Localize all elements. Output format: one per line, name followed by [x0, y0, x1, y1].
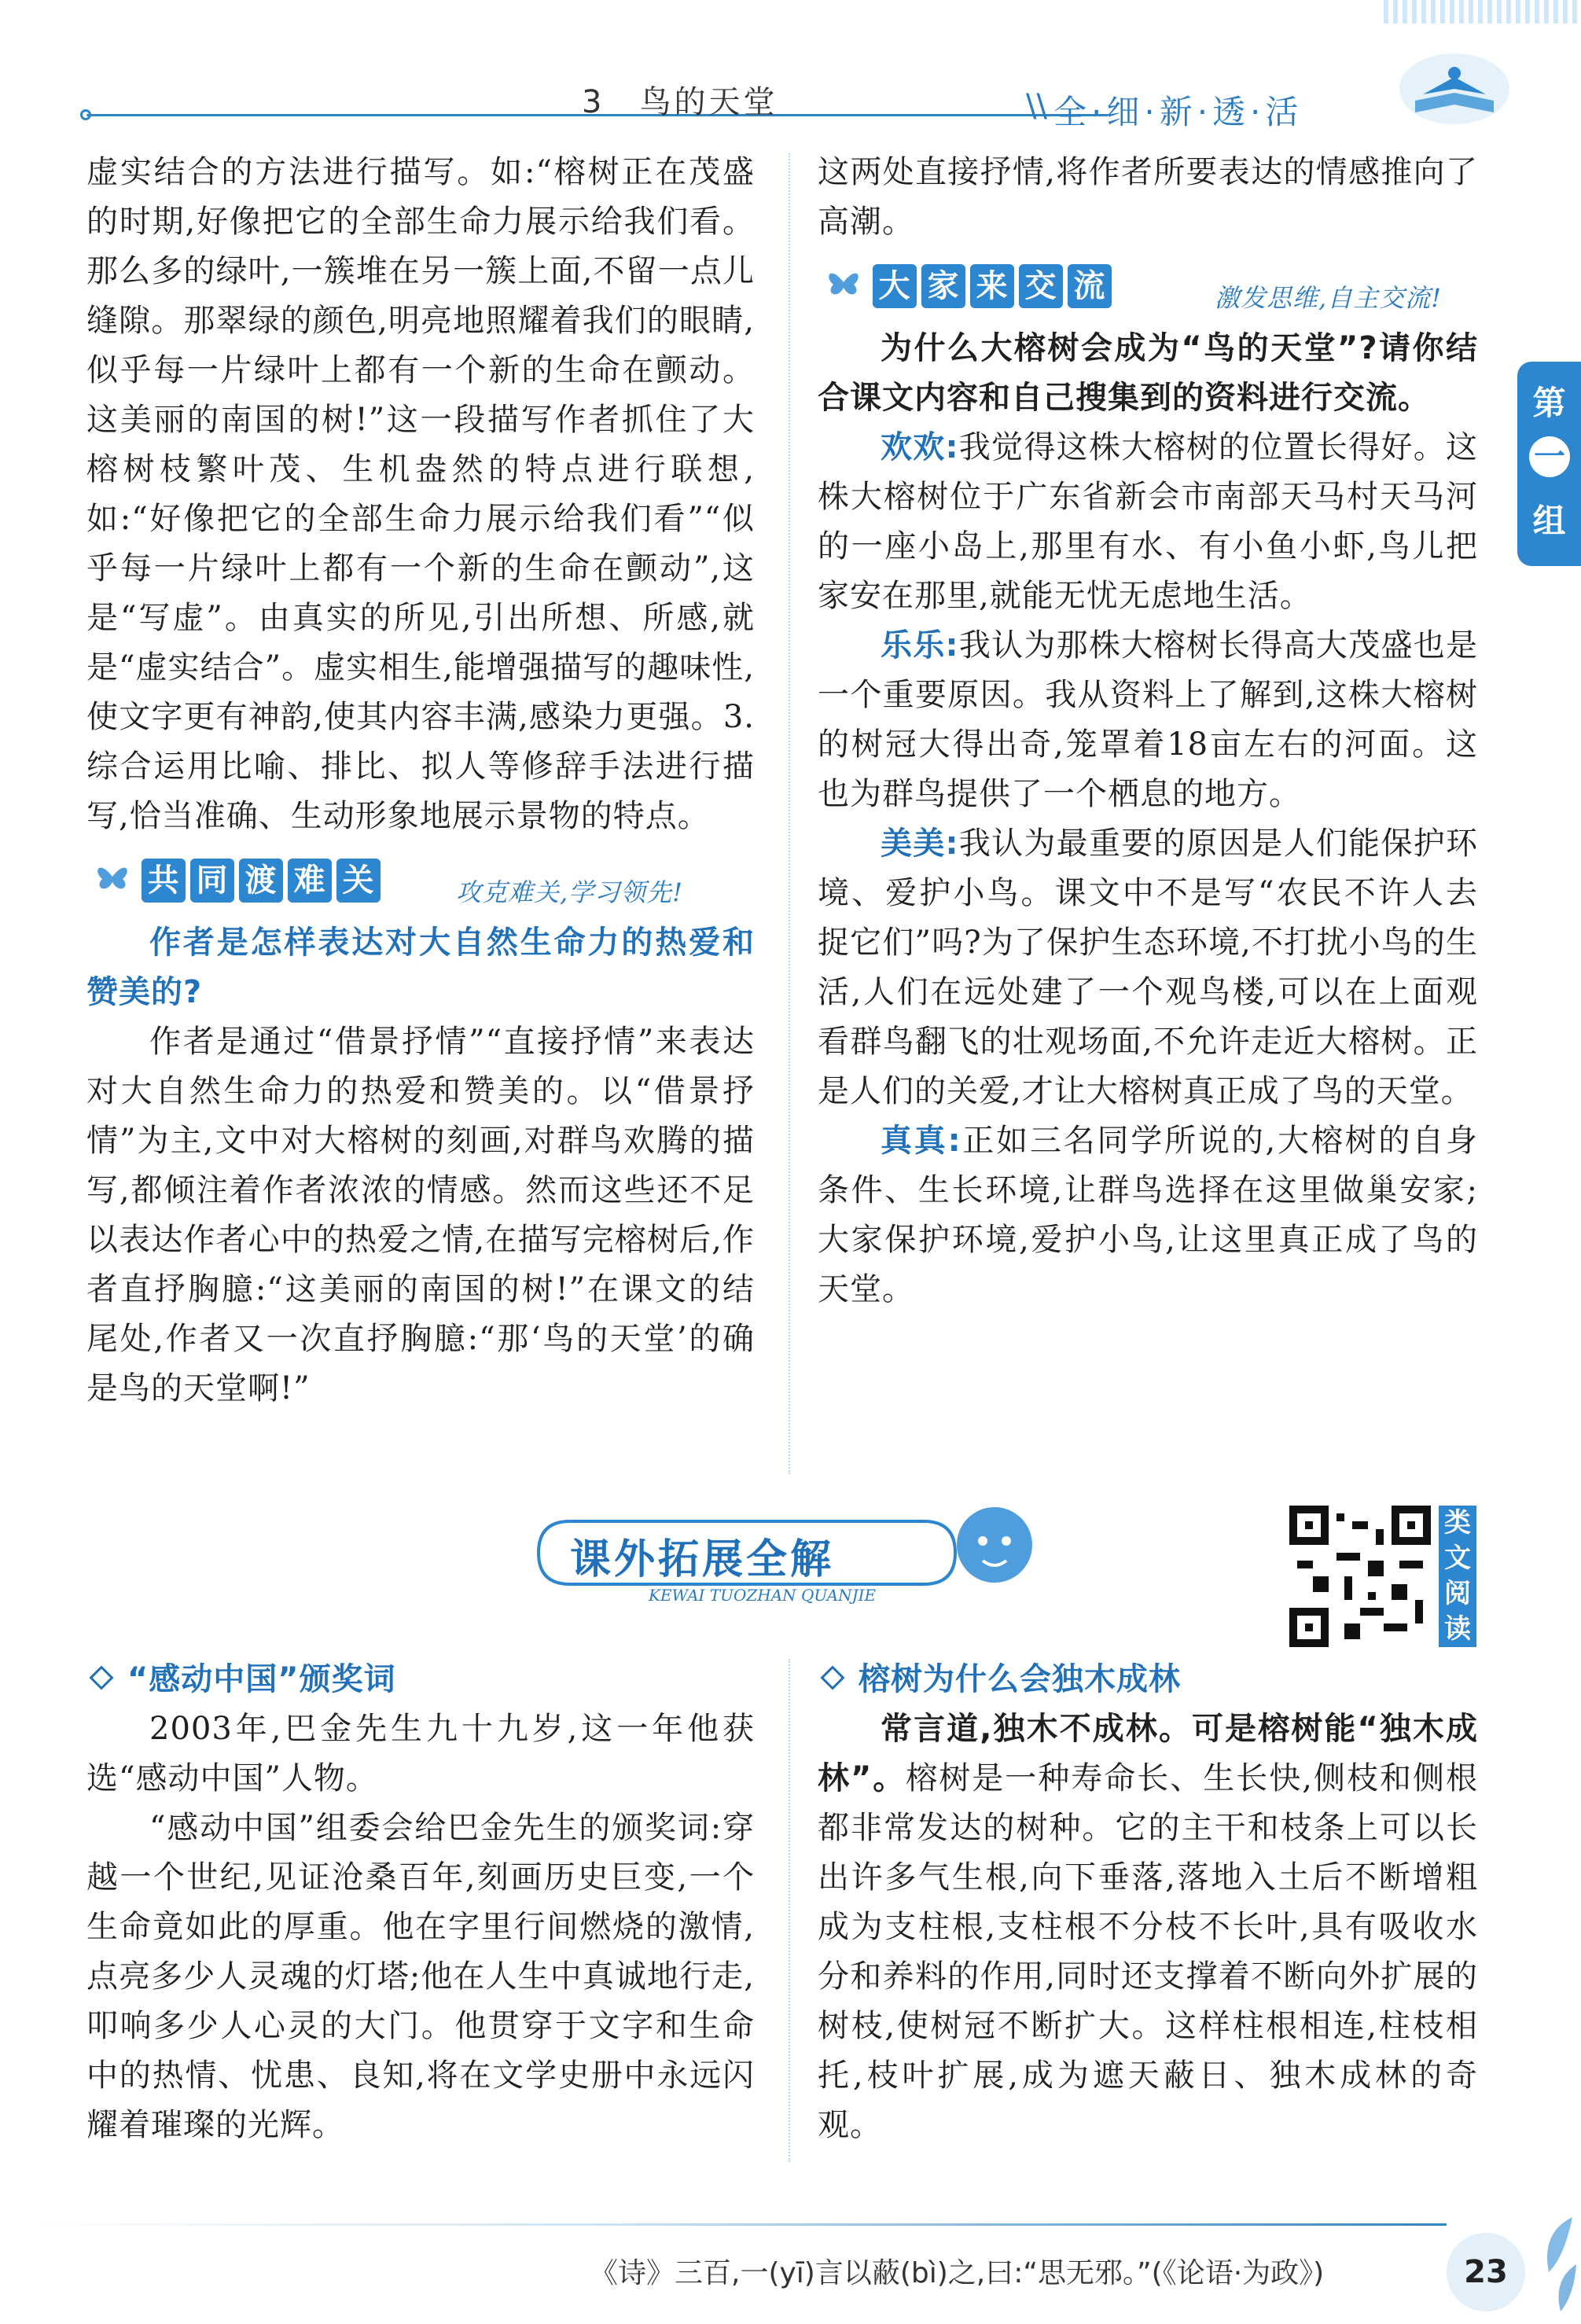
section-title-text: 榕树为什么会独木成林 [859, 1661, 1181, 1697]
page-number: 23 [1447, 2233, 1525, 2311]
discussion-item [818, 621, 1478, 819]
qr-label-char: 读 [1444, 1613, 1471, 1645]
speaker-name: 美美: [881, 826, 959, 862]
butterfly-icon [822, 261, 865, 303]
speaker-text: 我认为那株大榕树长得高大茂盛也是一个重要原因。我从资料上了解到,这株大榕树的树冠大得出奇,笼罩着18亩左右的河面。这也为群鸟提供了一个栖息的地方。 [818, 627, 1479, 812]
body-text: 榕树是一种寿命长、生长快,侧枝和侧根都非常发达的树种。它的主干和枝条上可以长出许多气生根,向下垂落,落地入土后不断增粗成为支柱根,支柱根不分枝不长叶,具有吸收水分和养料的作用,同时还支撑着不断向外扩展的树枝,使树冠不断扩大。这样柱根相连,柱枝相托,枝叶扩展,成为遮天蔽日、独木成林的奇观。 [818, 1760, 1478, 2143]
banner-char: 交 [1019, 264, 1063, 308]
header-slogan: 全·细·新·透·活 [1053, 93, 1303, 131]
bottom-right-section [818, 1655, 1478, 2150]
speaker-name: 真真: [881, 1123, 961, 1159]
footer-quote: 《诗》三百,一(yī)言以蔽(bì)之,曰:“思无邪。”(《论语·为政》) [590, 2257, 1325, 2289]
extension-pinyin: KEWAI TUOZHAN QUANJIE [649, 1586, 877, 1605]
extension-banner [515, 1498, 1050, 1616]
bottom-left-section [86, 1655, 755, 2150]
discussion-item [818, 1116, 1478, 1315]
speaker-text: 我觉得这株大榕树的位置长得好。这株大榕树位于广东省新会市南部天马村天马河的一座小岛上,那里有水、有小鱼小虾,鸟儿把家安在那里,就能无忧无虑地生活。 [818, 429, 1479, 614]
left-paragraph-1: 虚实结合的方法进行描写。如:“榕树正在茂盛的时期,好像把它的全部生命力展示给我们看。那么多的绿叶,一簇堆在另一簇上面,不留一点儿缝隙。那翠绿的颜色,明亮地照耀着我们的眼睛,似乎每一片绿叶上都有一个新的生命在颤动。这美丽的南国的树!”这一段描写作者抓住了大榕树枝繁叶茂、生机盎然的特点进行联想,如:“好像把它的全部生命力展示给我们看”“似乎每一片绿叶上都有一个新的生命在颤动”,这是“写虚”。由真实的所见,引出所想、所感,就是“虚实结合”。虚实相生,能增强描写的趣味性,使文字更有神韵,使其内容丰满,感染力更强。3.综合运用比喻、排比、拟人等修辞手法进行描写,恰当准确、生动形象地展示景物的特点。 [86, 154, 755, 834]
section-title [86, 1655, 755, 1704]
footer-line [31, 2223, 1447, 2226]
banner-chars [142, 859, 381, 903]
speaker-name: 欢欢: [881, 429, 959, 465]
speaker-text: 正如三名同学所说的,大榕树的自身条件、生长环境,让群鸟选择在这里做巢安家;大家保护环境,爱护小鸟,让这里真正成了鸟的天堂。 [818, 1123, 1479, 1307]
extension-title: 课外拓展全解 [570, 1536, 835, 1583]
banner-char: 流 [1068, 264, 1112, 308]
butterfly-icon [91, 855, 134, 898]
bottom-column-divider [789, 1659, 790, 2162]
banner-char: 渡 [239, 859, 283, 903]
banner-char: 共 [142, 859, 186, 903]
banner-char: 大 [873, 264, 917, 308]
qr-label-char: 类 [1444, 1507, 1471, 1539]
right-paragraph-1: 这两处直接抒情,将作者所要表达的情感推向了高潮。 [818, 154, 1478, 240]
bottom-right-paragraph [818, 1704, 1478, 2150]
bottom-left-paragraph-1: 2003年,巴金先生九十九岁,这一年他获选“感动中国”人物。 [86, 1711, 755, 1796]
left-question: 作者是怎样表达对大自然生命力的热爱和赞美的? [86, 925, 755, 1010]
discussion-item [818, 423, 1478, 621]
diamond-icon [820, 1665, 844, 1690]
banner-char: 关 [336, 859, 381, 903]
qr-label [1439, 1506, 1476, 1647]
banner-chars [873, 264, 1112, 308]
qr-label-char: 文 [1444, 1543, 1471, 1574]
left-column [86, 148, 755, 1414]
chapter-side-tab [1517, 362, 1581, 566]
side-tab-mid: 一 [1529, 436, 1570, 477]
lead-text: 常言道,独木不成林。可是榕树能“独木成林”。 [818, 1711, 1478, 1796]
top-decoration [1384, 0, 1581, 24]
discussion-item [818, 819, 1478, 1116]
left-answer: 作者是通过“借景抒情”“直接抒情”来表达对大自然生命力的热爱和赞美的。以“借景抒情”为主,文中对大榕树的刻画,对群鸟欢腾的描写,都倾注着作者浓浓的情感。然而这些还不足以表达作者心中的热爱之情,在描写完榕树后,作者直抒胸臆:“这美丽的南国的树!”在课文的结尾处,作者又一次直抒胸臆:“那‘鸟的天堂’的确是鸟的天堂啊!” [86, 1024, 755, 1407]
right-column [818, 148, 1478, 1315]
right-question: 为什么大榕树会成为“鸟的天堂”?请你结合课文内容和自己搜集到的资料进行交流。 [818, 330, 1478, 416]
speaker-name: 乐乐: [881, 627, 959, 664]
lesson-title: 3 鸟的天堂 [582, 84, 778, 120]
section-banner-overcome [86, 854, 755, 910]
diamond-icon [89, 1665, 113, 1690]
bottom-left-paragraph-2: “感动中国”组委会给巴金先生的颁奖词:穿越一个世纪,见证沧桑百年,刻画历史巨变,一个生命竟如此的厚重。他在字里行间燃烧的激情,点亮多少人灵魂的灯塔;他在人生中真诚地行走,叩响多少人心灵的大门。他贯穿于文字和生命中的热情、忧患、良知,将在文学史册中永远闪耀着璀璨的光辉。 [86, 1810, 755, 2143]
banner-tagline: 攻克难关,学习领先! [456, 877, 684, 907]
qr-code[interactable] [1289, 1506, 1431, 1647]
speaker-text: 我认为最重要的原因是人们能保护环境、爱护小鸟。课文中不是写“农民不许人去捉它们”吗?为了保护生态环境,不打扰小鸟的生活,人们在远处建了一个观鸟楼,可以在上面观看群鸟翻飞的壮观场面,不允许走近大榕树。正是人们的关爱,才让大榕树真正成了鸟的天堂。 [818, 826, 1479, 1109]
section-banner-discuss [818, 259, 1478, 316]
banner-char: 家 [921, 264, 965, 308]
column-divider [789, 153, 790, 1474]
section-title-text: “感动中国”颁奖词 [127, 1661, 396, 1697]
qr-label-char: 阅 [1444, 1578, 1471, 1609]
banner-char: 难 [288, 859, 332, 903]
book-logo-icon [1392, 46, 1517, 132]
banner-char: 同 [190, 859, 234, 903]
leaf-decoration-icon [1517, 2201, 1581, 2324]
banner-tagline: 激发思维,自主交流! [1215, 283, 1443, 313]
side-tab-top: 第 [1532, 384, 1566, 422]
banner-char: 来 [970, 264, 1014, 308]
side-tab-bottom: 组 [1532, 502, 1566, 540]
section-title [818, 1655, 1478, 1704]
slogan-slash-icon: \\ [1026, 88, 1047, 124]
